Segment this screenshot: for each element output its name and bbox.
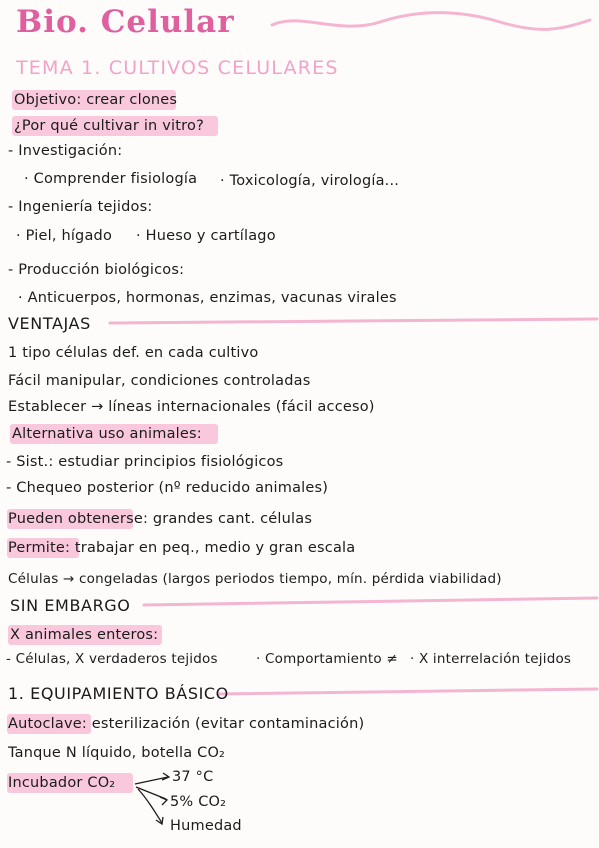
ventajas-rule — [110, 319, 597, 323]
obtenerse-text: grandes cant. células — [152, 511, 313, 527]
objetivo-text: crear clones — [86, 92, 178, 108]
incubador-arrow-3 — [138, 789, 162, 823]
ingenieria-item: · Piel, hígado — [16, 228, 113, 244]
ventajas-heading: VENTAJAS — [8, 314, 91, 333]
title-underline-squiggle — [272, 13, 590, 30]
investigacion-heading: - Investigación: — [8, 143, 123, 159]
objetivo-label: Objetivo: — [14, 92, 82, 108]
ingenieria-item: · Hueso y cartílago — [136, 228, 276, 244]
alternativa-item: - Chequeo posterior (nº reducido animales) — [6, 480, 329, 496]
incubador-item: Humedad — [170, 818, 242, 834]
x-animales-label: X animales enteros: — [10, 627, 159, 643]
permite-text: trabajar en peq., medio y gran escala — [74, 540, 356, 556]
autoclave-line — [8, 715, 364, 733]
investigacion-item: · Comprender fisiología — [24, 171, 198, 187]
sin-embargo-item: · X interrelación tejidos — [410, 651, 572, 667]
produccion-heading: - Producción biológicos: — [8, 262, 185, 278]
objetivo-line — [14, 91, 177, 109]
autoclave-text: esterilización (evitar contaminación) — [91, 716, 365, 732]
ventajas-line: Fácil manipular, condiciones controladas — [8, 373, 311, 389]
incubador-label: Incubador CO₂ — [8, 775, 116, 791]
page-title: Bio. Celular — [16, 4, 235, 40]
incubador-arrow-1 — [135, 777, 168, 784]
why-question: ¿Por qué cultivar in vitro? — [14, 118, 204, 134]
incubador-item: 37 °C — [172, 769, 214, 785]
ingenieria-heading: - Ingeniería tejidos: — [8, 199, 153, 215]
permite-line — [8, 539, 355, 557]
ventajas-line: 1 tipo células def. en cada cultivo — [8, 345, 259, 361]
investigacion-item: · Toxicología, virología... — [220, 173, 400, 189]
autoclave-label: Autoclave: — [8, 716, 87, 732]
sin-embargo-item: - Células, X verdaderos tejidos — [6, 651, 218, 667]
obtenerse-line — [8, 510, 312, 528]
obtenerse-label: Pueden obtenerse: — [8, 511, 149, 527]
page-subtitle: TEMA 1. CULTIVOS CELULARES — [16, 57, 339, 79]
produccion-item: · Anticuerpos, hormonas, enzimas, vacunas virales — [18, 290, 397, 306]
permite-label: Permite: — [8, 540, 71, 556]
equipamiento-heading: 1. EQUIPAMIENTO BÁSICO — [8, 684, 229, 703]
sin-embargo-heading: SIN EMBARGO — [10, 596, 131, 615]
sin-embargo-item: · Comportamiento ≠ — [256, 651, 398, 667]
alternativa-label: Alternativa uso animales: — [12, 426, 202, 442]
celulas-line: Células → congeladas (largos periodos tiempo, mín. pérdida viabilidad) — [8, 571, 502, 587]
incubador-item: 5% CO₂ — [170, 794, 227, 810]
sin-embargo-rule — [144, 598, 597, 605]
tanque-line: Tanque N líquido, botella CO₂ — [8, 745, 226, 761]
ventajas-line: Establecer → líneas internacionales (fácil acceso) — [8, 399, 375, 415]
alternativa-item: - Sist.: estudiar principios fisiológicos — [6, 454, 284, 470]
equipamiento-rule — [218, 689, 597, 694]
